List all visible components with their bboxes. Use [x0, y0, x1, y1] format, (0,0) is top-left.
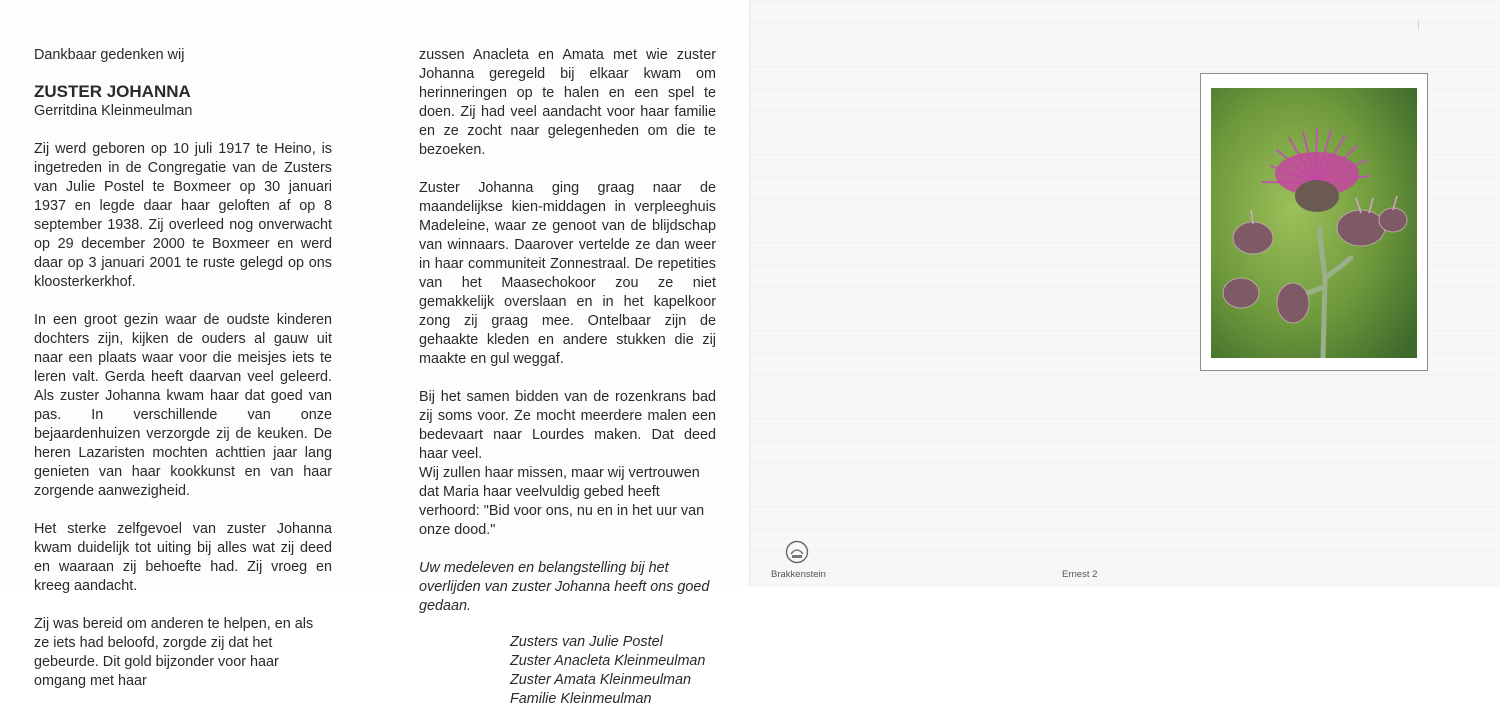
paragraph-prayer: Bij het samen bidden van de rozenkrans bad zij soms voor. Ze mocht meerdere malen een bedevaart naar Lourdes maken. Dat deed haar veel. — [419, 389, 716, 462]
print-code: Ernest 2 — [1062, 569, 1098, 580]
corner-mark — [1418, 20, 1419, 30]
paragraph-activities: Zuster Johanna ging graag naar de maandelijkse kien-middagen in verpleeghuis Madeleine, waar ze genoot van de blijdschap van winnaars. Daarover vertelde ze dan weer in haar communiteit Zonnestraal. De repetities van het Maasechokoor zou ze niet gemakkelijk overslaan en in het kapelkoor zong zij graag mee. Ontelbaar zijn de gehaakte kleden en andere stukken die zij maakte en gul weggaf. — [419, 180, 716, 367]
signature-block — [510, 633, 716, 709]
paragraph-character: Het sterke zelfgevoel van zuster Johanna kwam duidelijk tot uiting bij alles wat zij deed en waaraan zij behoefte had. Zij vroeg en kreeg aandacht. — [34, 521, 332, 594]
paragraph-farewell: Wij zullen haar missen, maar wij vertrouwen dat Maria haar veelvuldig gebed heeft verhoord: "Bid voor ons, nu en in het uur van onze dood." — [419, 465, 705, 538]
closing-thanks: Uw medeleven en belangstelling bij het overlijden van zuster Johanna heeft ons goed gedaan. — [419, 560, 710, 614]
signature-line: Zuster Amata Kleinmeulman — [510, 672, 692, 688]
thistle-flower-photo — [1211, 88, 1417, 358]
text-column-middle — [419, 46, 716, 709]
text-column-left — [34, 46, 332, 710]
paragraph-biography: Zij werd geboren op 10 juli 1917 te Heino, is ingetreden in de Congregatie van de Zusters van Julie Postel te Boxmeer op 30 januari 1937 en legde daar haar geloften af op 8 september 1938. Zij overleed nog onverwacht op 29 december 2000 te Boxmeer en werd daar op 3 januari 2001 te ruste gelegd op ons kloosterkerkhof. — [34, 141, 332, 290]
deceased-name: ZUSTER JOHANNA — [34, 82, 191, 101]
publisher-logo-icon — [785, 540, 809, 564]
signature-line: Familie Kleinmeulman — [510, 691, 652, 707]
photo-frame — [1200, 73, 1428, 371]
intro-line: Dankbaar gedenken wij — [34, 47, 185, 63]
paragraph-family: In een groot gezin waar de oudste kinderen dochters zijn, kijken de ouders al gauw uit naar een plaats waar voor die meisjes iets te leren valt. Gerda heeft daarvan veel geleerd. Als zuster Johanna kwam haar dat goed van pas. In verschillende van onze bejaardenhuizen verzorgde zij de keuken. De heren Lazaristen mochten achttien jaar lang genieten van haar kookkunst en van haar zorgende aanwezigheid. — [34, 312, 332, 499]
birth-name: Gerritdina Kleinmeulman — [34, 103, 193, 119]
paragraph-sisters: zussen Anacleta en Amata met wie zuster Johanna geregeld bij elkaar kwam om herinneringen op te halen en een spel te doen. Zij had veel aandacht voor haar familie en ze zocht naar gelegenheden om die te bezoeken. — [419, 47, 716, 158]
publisher-name: Brakkenstein — [771, 569, 826, 580]
paragraph-helpfulness: Zij was bereid om anderen te helpen, en als ze iets had beloofd, zorgde zij dat het gebeurde. Dit gold bijzonder voor haar omgang met haar — [34, 616, 314, 689]
signature-line: Zuster Anacleta Kleinmeulman — [510, 653, 706, 669]
signature-line: Zusters van Julie Postel — [510, 634, 663, 650]
card-fold — [749, 0, 751, 587]
